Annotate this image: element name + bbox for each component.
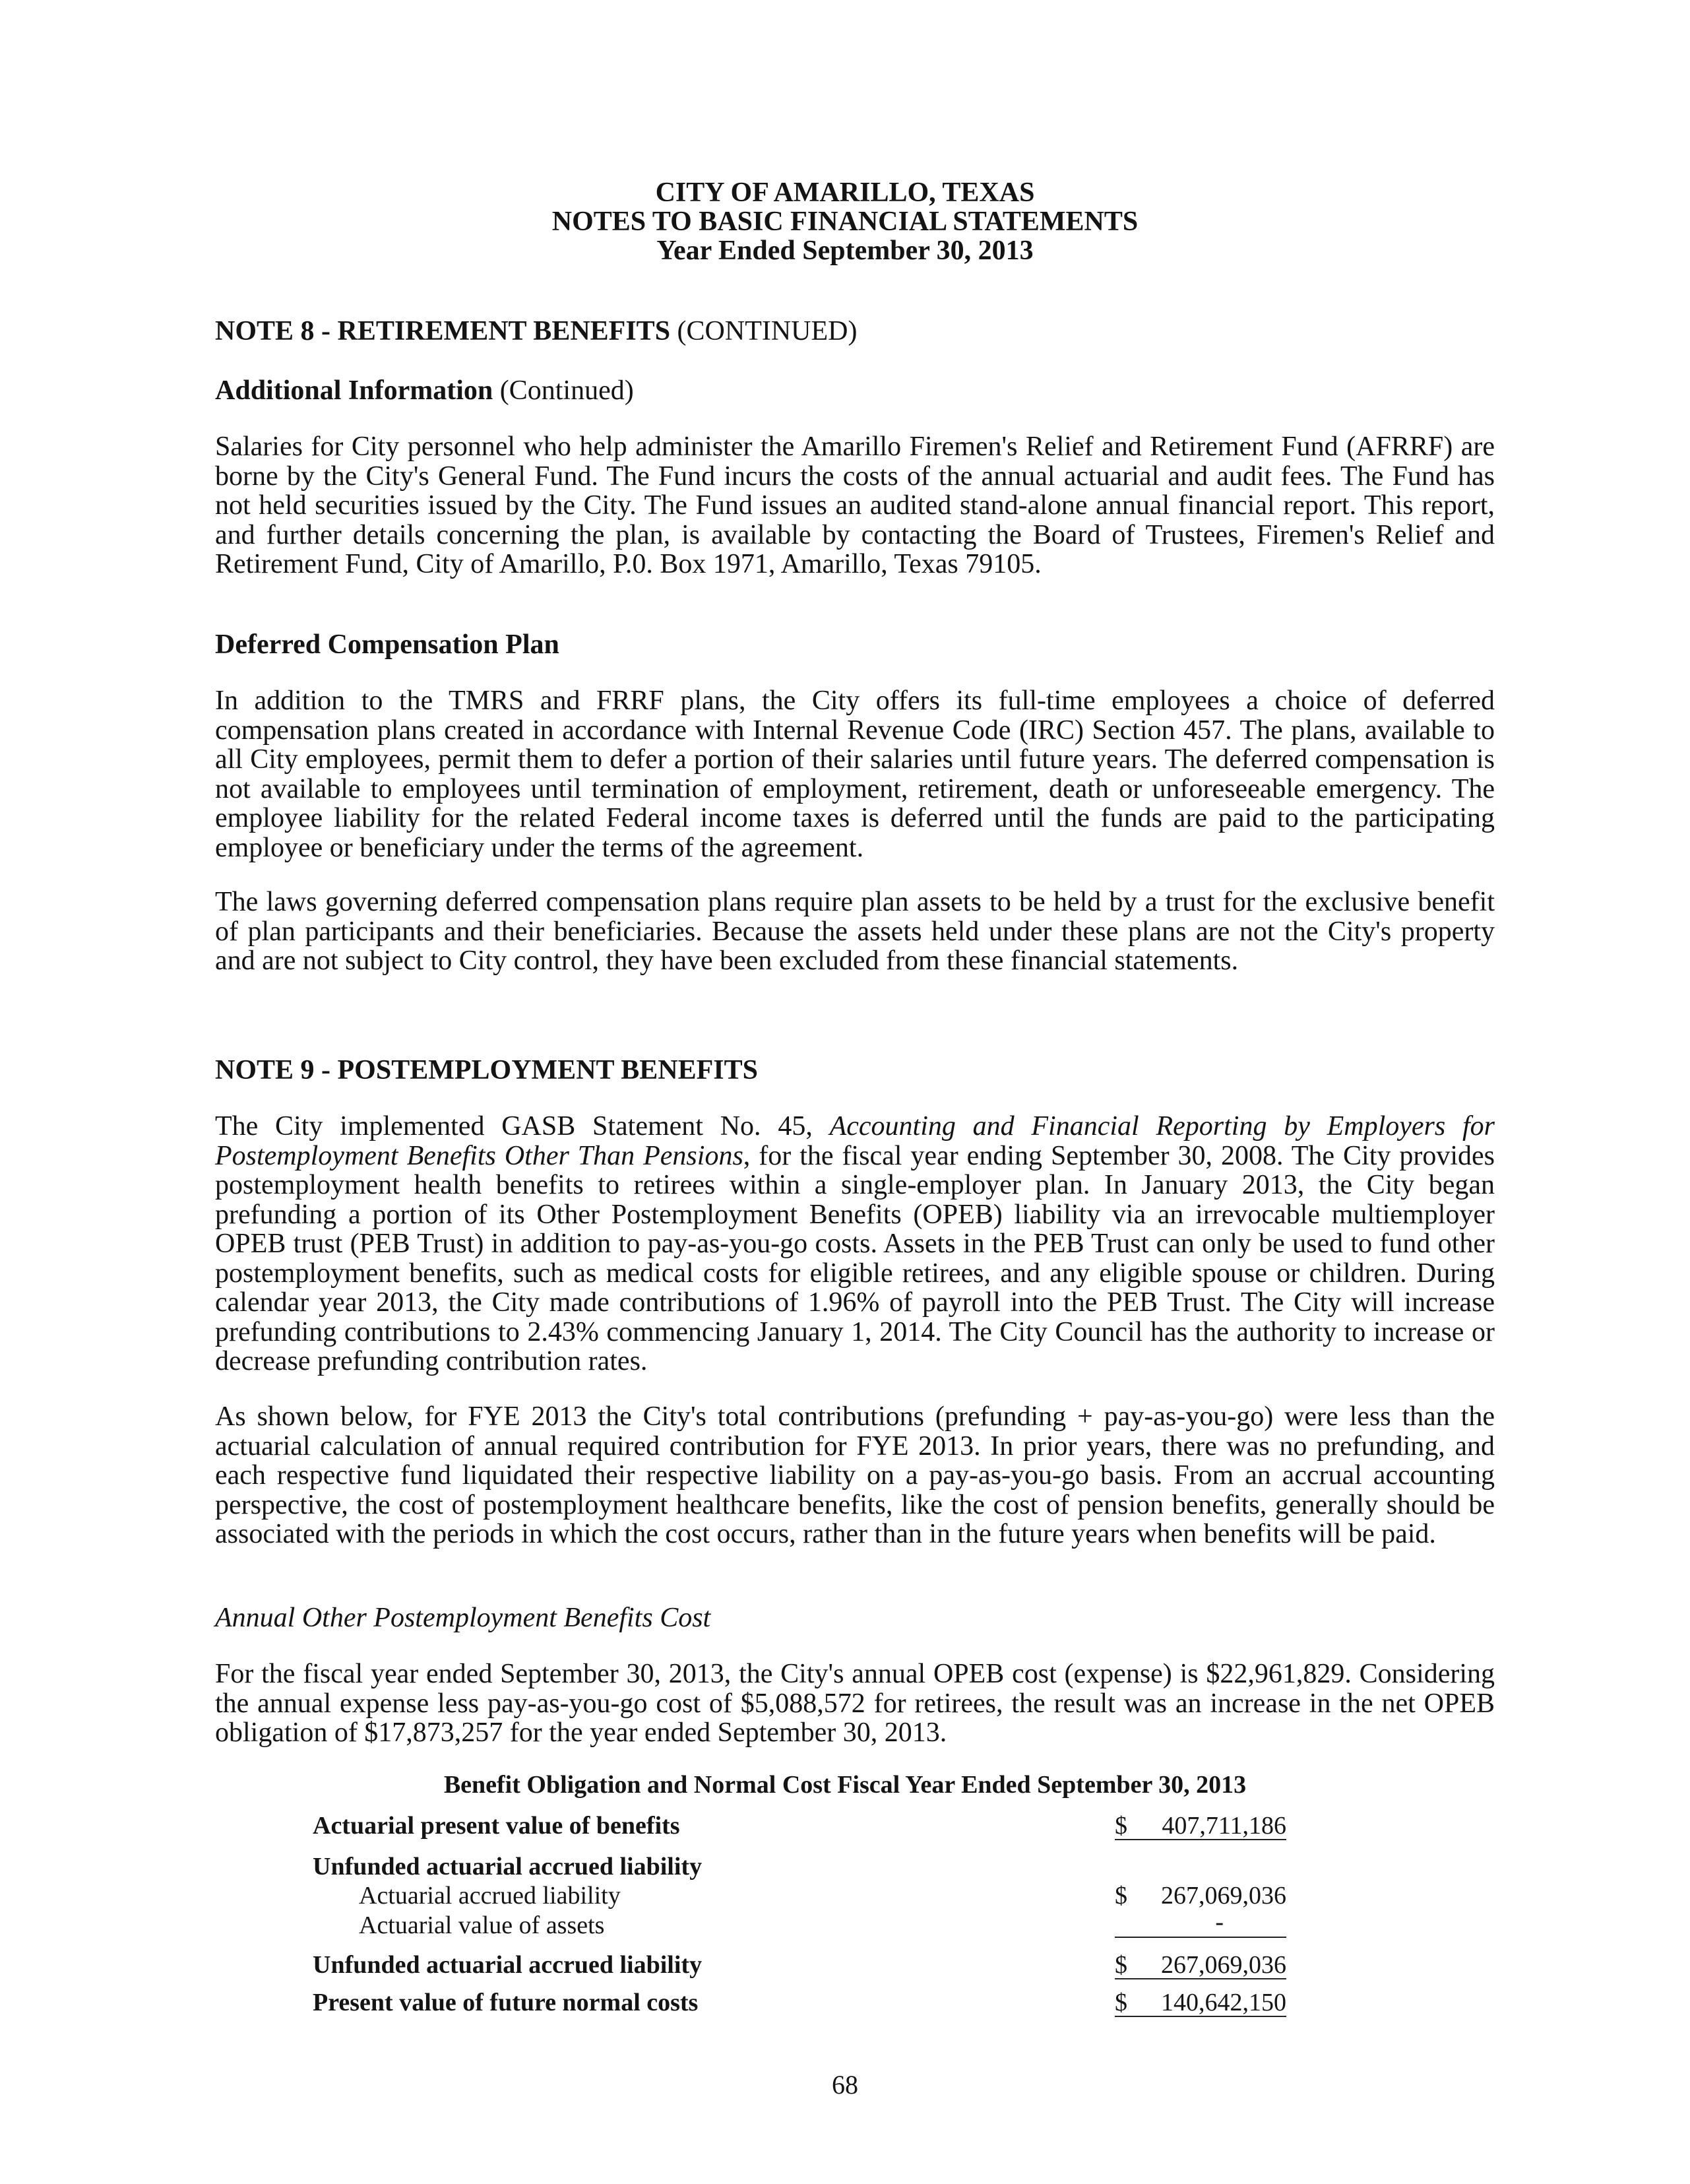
underline xyxy=(1115,2016,1286,2017)
benefit-table-title: Benefit Obligation and Normal Cost Fiscal Year Ended September 30, 2013 xyxy=(443,1771,1247,1799)
note9-paragraph-1 xyxy=(215,1112,1495,1376)
document-header xyxy=(0,178,1690,265)
additional-info-heading xyxy=(215,376,1495,406)
note8-title-suffix: (CONTINUED) xyxy=(677,316,858,346)
table-row-label: Present value of future normal costs xyxy=(313,1989,699,2016)
note8-paragraph-2: In addition to the TMRS and FRRF plans, the City offers its full-time employees a choice of deferred compensation plans created in accordance with Internal Revenue Code (IRC) Section 457. The plans, available to all City employees, permit them to defer a portion of their salaries until future years. The deferred compensation is not available to employees until termination of employment, retirement, death or unforeseeable emergency. The employee liability for the related Federal income taxes is deferred until the funds are paid to the participating employee or beneficiary under the terms of the agreement. xyxy=(215,686,1495,863)
table-row-label: Actuarial accrued liability xyxy=(359,1882,621,1910)
table-row-label: Actuarial present value of benefits xyxy=(313,1812,680,1840)
note9-para1-end: , for the fiscal year ending September 30, 2008. The City provides postemployment health benefits to retirees within a single-employer plan. In January 2013, the City began prefunding a portion of its Other Postemployment Benefits (OPEB) liability via an irrevocable multiemployer OPEB trust (PEB Trust) in addition to pay-as-you-go costs. Assets in the PEB Trust can only be used to fund other postemployment benefits, such as medical costs for eligible retirees, and any eligible spouse or children. During calendar year 2013, the City made contributions of 1.96% of payroll into the PEB Trust. The City will increase prefunding contributions to 2.43% commencing January 1, 2014. The City Council has the authority to increase or decrease prefunding contribution rates. xyxy=(215,1140,1495,1376)
note8-paragraph-1: Salaries for City personnel who help administer the Amarillo Firemen's Relief and Retirement Fund (AFRRF) are borne by the City's General Fund. The Fund incurs the costs of the annual actuarial and audit fees. The Fund has not held securities issued by the City. The Fund issues an audited stand-alone annual financial report. This report, and further details concerning the plan, is available by contacting the Board of Trustees, Firemen's Relief and Retirement Fund, City of Amarillo, P.0. Box 1971, Amarillo, Texas 79105. xyxy=(215,432,1495,579)
table-row-label: Unfunded actuarial accrued liability xyxy=(313,1951,703,1979)
deferred-comp-heading: Deferred Compensation Plan xyxy=(215,629,559,660)
note9-para1-start: The City implemented GASB Statement No. 45, xyxy=(215,1111,813,1141)
header-title: NOTES TO BASIC FINANCIAL STATEMENTS xyxy=(551,207,1139,237)
note9-title: NOTE 9 - POSTEMPLOYMENT BENEFITS xyxy=(215,1055,759,1085)
note8-title-text: NOTE 8 - RETIREMENT BENEFITS xyxy=(215,316,671,346)
note8-title xyxy=(215,317,1495,346)
additional-info-suffix: (Continued) xyxy=(499,375,634,406)
note9-paragraph-2: As shown below, for FYE 2013 the City's total contributions (prefunding + pay-as-you-go) were less than the actuarial calculation of annual required contribution for FYE 2013. In prior years, there was no prefunding, and each respective fund liquidated their respective liability on a pay-as-you-go basis. From an accrual accounting perspective, the cost of postemployment healthcare benefits, like the cost of pension benefits, generally should be associated with the periods in which the cost occurs, rather than in the future years when benefits will be paid. xyxy=(215,1401,1495,1549)
header-year: Year Ended September 30, 2013 xyxy=(656,236,1034,266)
additional-info-heading-text: Additional Information xyxy=(215,375,493,406)
amount-value: 267,069,036 xyxy=(1161,1951,1286,1979)
underline xyxy=(1115,1937,1286,1938)
underline xyxy=(1115,1978,1286,1979)
opeb-cost-subheading: Annual Other Postemployment Benefits Cost xyxy=(215,1603,711,1633)
table-row-label: Actuarial value of assets xyxy=(359,1911,605,1939)
amount-value: 140,642,150 xyxy=(1161,1989,1286,2016)
dollar-sign: $ xyxy=(1115,1812,1127,1840)
note9-paragraph-3: For the fiscal year ended September 30, 2013, the City's annual OPEB cost (expense) is $22,961,829. Considering the annual expense less pay-as-you-go cost of $5,088,572 for retirees, the result was an increase in the net OPEB obligation of $17,873,257 for the year ended September 30, 2013. xyxy=(215,1659,1495,1748)
note8-paragraph-3: The laws governing deferred compensation plans require plan assets to be held by a trust for the exclusive benefit of plan participants and their beneficiaries. Because the assets held under these plans are not the City's property and are not subject to City control, they have been excluded from these financial statements. xyxy=(215,887,1495,976)
dollar-sign: $ xyxy=(1115,1951,1127,1979)
amount-value: - xyxy=(1215,1908,1224,1936)
dollar-sign: $ xyxy=(1115,1989,1127,2016)
underline xyxy=(1115,1839,1286,1840)
dollar-sign: $ xyxy=(1115,1882,1127,1910)
gasb-statement-title: Accounting and Financial Reporting by Employers for Postemployment Benefits Other Than Pensions xyxy=(215,1111,1495,1171)
table-row-label: Unfunded actuarial accrued liability xyxy=(313,1853,703,1880)
amount-value: 407,711,186 xyxy=(1162,1812,1286,1840)
page-number: 68 xyxy=(832,2070,858,2100)
header-city: CITY OF AMARILLO, TEXAS xyxy=(655,177,1035,208)
amount-value: 267,069,036 xyxy=(1161,1882,1286,1910)
